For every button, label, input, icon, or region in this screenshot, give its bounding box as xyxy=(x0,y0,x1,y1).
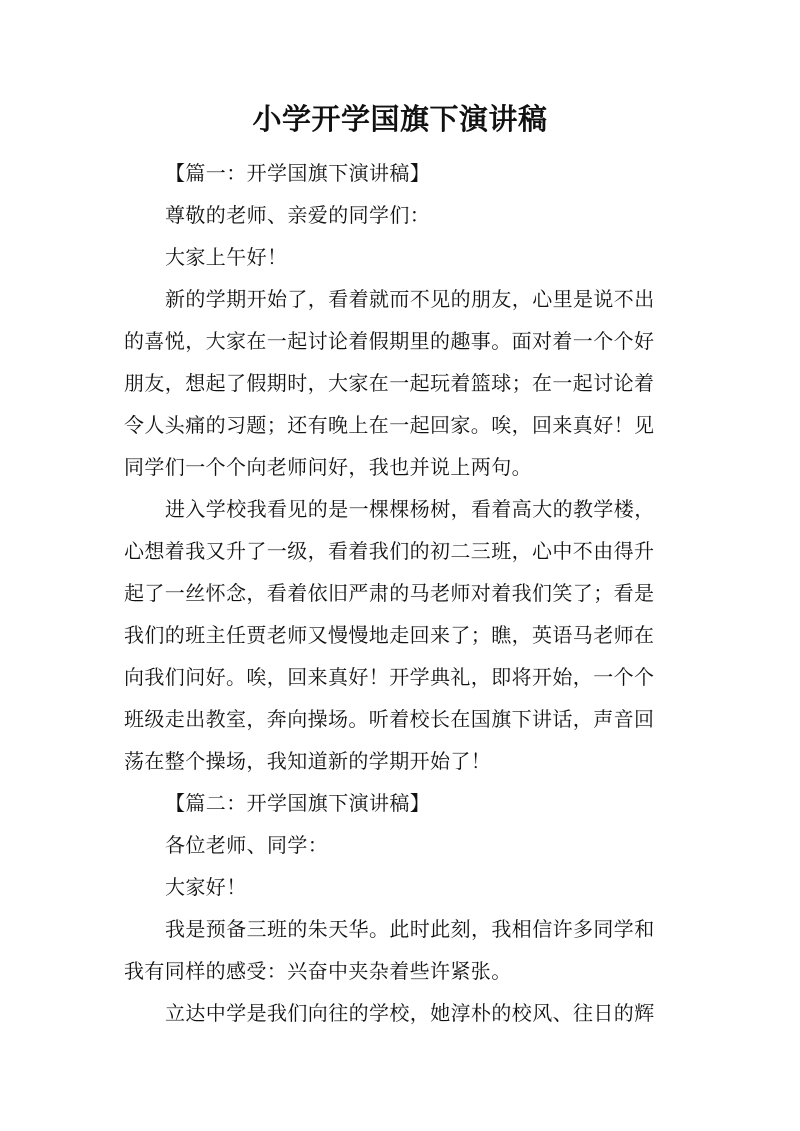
body-line: 向我们问好。唉，回来真好！开学典礼，即将开始，一个个 xyxy=(124,665,655,689)
body-line: 大家好！ xyxy=(165,875,247,899)
body-line: 荡在整个操场，我知道新的学期开始了！ xyxy=(124,749,492,773)
body-line: 新的学期开始了，看着就而不见的朋友，心里是说不出 xyxy=(165,287,655,311)
document-body xyxy=(124,152,680,1034)
body-line: 立达中学是我们向往的学校，她淳朴的校风、往日的辉 xyxy=(165,1001,655,1025)
body-line: 我们的班主任贾老师又慢慢地走回来了；瞧，英语马老师在 xyxy=(124,623,655,647)
body-line: 【篇二：开学国旗下演讲稿】 xyxy=(165,791,431,815)
body-line: 的喜悦，大家在一起讨论着假期里的趣事。面对着一个个好 xyxy=(124,329,655,353)
body-line: 朋友，想起了假期时，大家在一起玩着篮球；在一起讨论着 xyxy=(124,371,655,395)
body-line: 心想着我又升了一级，看着我们的初二三班，心中不由得升 xyxy=(124,539,655,563)
body-line: 起了一丝怀念，看着依旧严肃的马老师对着我们笑了；看是 xyxy=(124,581,655,605)
body-line: 我是预备三班的朱天华。此时此刻，我相信许多同学和 xyxy=(165,917,655,941)
document-title: 小学开学国旗下演讲稿 xyxy=(252,102,548,136)
body-line: 我有同样的感受：兴奋中夹杂着些许紧张。 xyxy=(124,959,512,983)
body-line: 进入学校我看见的是一棵棵杨树，看着高大的教学楼， xyxy=(165,497,655,521)
body-line: 尊敬的老师、亲爱的同学们： xyxy=(165,203,431,227)
body-line: 令人头痛的习题；还有晚上在一起回家。唉，回来真好！见 xyxy=(124,413,655,437)
body-line: 【篇一：开学国旗下演讲稿】 xyxy=(165,161,431,185)
body-line: 大家上午好！ xyxy=(165,245,288,269)
body-line: 班级走出教室，奔向操场。听着校长在国旗下讲话，声音回 xyxy=(124,707,655,731)
body-line: 同学们一个个向老师问好，我也并说上两句。 xyxy=(124,455,532,479)
body-line: 各位老师、同学： xyxy=(165,833,329,857)
